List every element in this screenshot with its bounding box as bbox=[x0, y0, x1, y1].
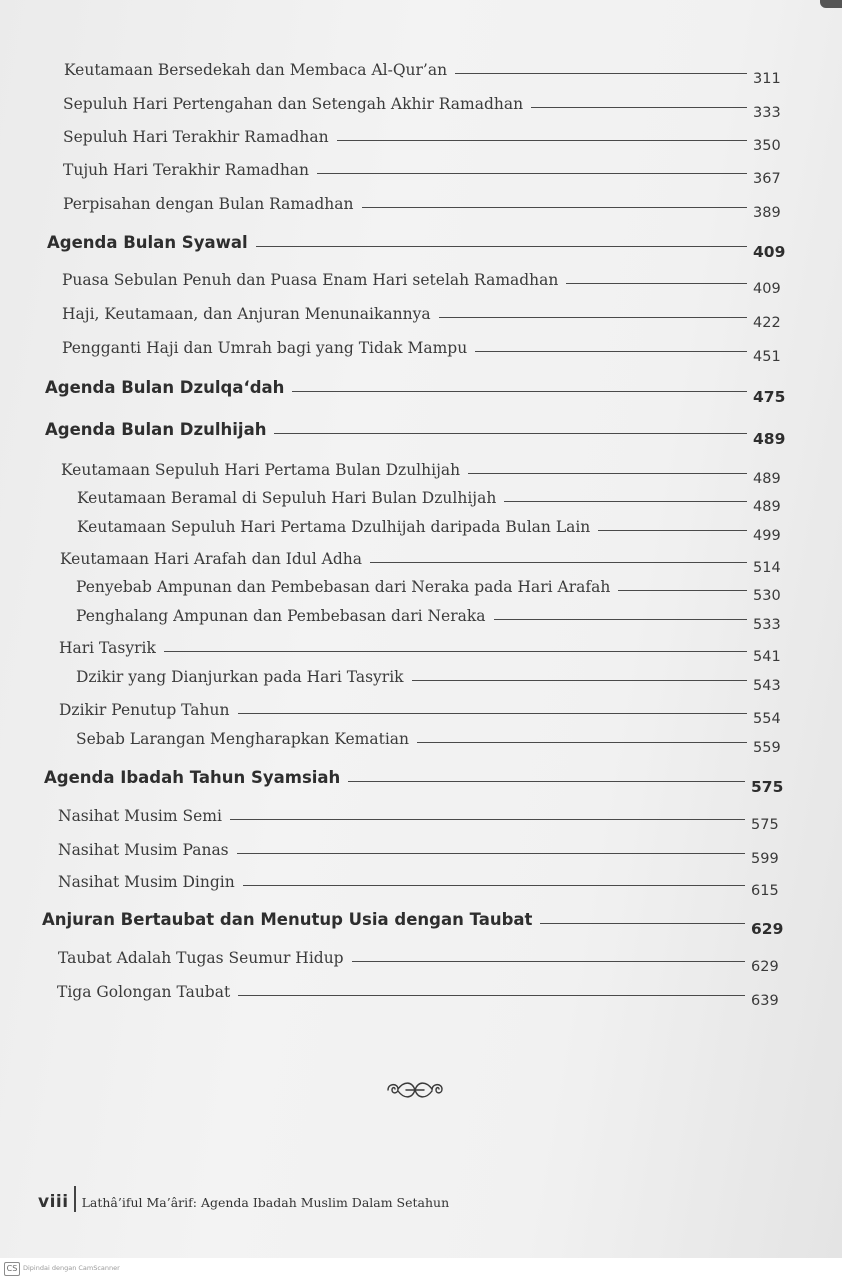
toc-entry-title: Agenda Bulan Syawal bbox=[47, 233, 248, 252]
toc-entry-title: Keutamaan Sepuluh Hari Pertama Bulan Dzulhijah bbox=[61, 461, 461, 479]
floral-flourish-icon bbox=[382, 1077, 448, 1103]
toc-page-number: 554 bbox=[753, 711, 781, 727]
toc-entry bbox=[62, 268, 787, 298]
toc-entry bbox=[58, 946, 785, 976]
toc-leader-line bbox=[337, 140, 747, 141]
toc-entry-title: Keutamaan Beramal di Sepuluh Hari Bulan Dzulhijah bbox=[77, 489, 497, 507]
toc-leader-line bbox=[468, 473, 747, 474]
toc-entry-title: Sebab Larangan Mengharapkan Kematian bbox=[76, 730, 410, 748]
toc-page-number: 489 bbox=[753, 471, 781, 487]
toc-entry-title: Anjuran Bertaubat dan Menutup Usia dengan Taubat bbox=[42, 910, 533, 929]
toc-page-number: 333 bbox=[753, 105, 781, 121]
toc-leader-line bbox=[475, 351, 747, 352]
toc-leader-line bbox=[370, 562, 747, 563]
toc-page-number: 629 bbox=[751, 959, 779, 975]
toc-entry bbox=[77, 486, 787, 516]
toc-entry bbox=[76, 727, 787, 757]
toc-entry bbox=[62, 336, 787, 366]
toc-leader-line bbox=[352, 961, 745, 962]
toc-entry-title: Keutamaan Hari Arafah dan Idul Adha bbox=[60, 550, 362, 568]
toc-entry-title: Tujuh Hari Terakhir Ramadhan bbox=[63, 161, 310, 179]
toc-section-heading bbox=[47, 231, 787, 261]
toc-leader-line bbox=[417, 742, 747, 743]
scanner-watermark bbox=[0, 1258, 842, 1280]
page-number-roman: viii bbox=[38, 1192, 69, 1212]
toc-page-number: 409 bbox=[753, 243, 786, 261]
toc-entry-title: Nasihat Musim Semi bbox=[58, 807, 222, 825]
toc-entry bbox=[60, 547, 787, 577]
toc-entry-title: Agenda Ibadah Tahun Syamsiah bbox=[44, 768, 341, 787]
toc-entry-title: Perpisahan dengan Bulan Ramadhan bbox=[63, 195, 354, 213]
toc-leader-line bbox=[256, 246, 747, 247]
toc-page-number: 475 bbox=[753, 388, 786, 406]
toc-page-number: 409 bbox=[753, 281, 781, 297]
toc-entry bbox=[61, 458, 787, 488]
toc-section-heading bbox=[45, 418, 787, 448]
toc-page-number: 543 bbox=[753, 678, 781, 694]
running-book-title: Lathâ’iful Ma’ârif: Agenda Ibadah Muslim Dalam Setahun bbox=[81, 1195, 450, 1210]
toc-entry-title: Agenda Bulan Dzulhijah bbox=[45, 420, 267, 439]
toc-entry bbox=[77, 515, 787, 545]
toc-entry bbox=[76, 575, 787, 605]
toc-entry-title: Taubat Adalah Tugas Seumur Hidup bbox=[58, 949, 344, 967]
toc-entry-title: Dzikir Penutup Tahun bbox=[59, 701, 230, 719]
toc-entry bbox=[59, 636, 787, 666]
toc-leader-line bbox=[566, 283, 747, 284]
toc-entry bbox=[63, 125, 787, 155]
toc-entry-title: Agenda Bulan Dzulqa‘dah bbox=[45, 378, 285, 397]
toc-page-number: 451 bbox=[753, 349, 781, 365]
toc-leader-line bbox=[494, 619, 747, 620]
toc-section-heading bbox=[45, 376, 787, 406]
toc-page-number: 639 bbox=[751, 993, 779, 1009]
toc-page-number: 575 bbox=[751, 817, 779, 833]
toc-leader-line bbox=[618, 590, 747, 591]
toc-entry bbox=[58, 870, 785, 900]
toc-page-number: 629 bbox=[751, 920, 784, 938]
toc-entry bbox=[62, 302, 787, 332]
toc-leader-line bbox=[292, 391, 747, 392]
toc-page-number: 559 bbox=[753, 740, 781, 756]
toc-entry-title: Puasa Sebulan Penuh dan Puasa Enam Hari setelah Ramadhan bbox=[62, 271, 559, 289]
toc-page-number: 533 bbox=[753, 617, 781, 633]
toc-leader-line bbox=[230, 819, 745, 820]
toc-leader-line bbox=[238, 995, 745, 996]
toc-page-number: 489 bbox=[753, 430, 786, 448]
toc-entry-title: Hari Tasyrik bbox=[59, 639, 156, 657]
toc-page-number: 541 bbox=[753, 649, 781, 665]
toc-leader-line bbox=[317, 173, 747, 174]
toc-leader-line bbox=[274, 433, 747, 434]
toc-page-number: 311 bbox=[753, 71, 781, 87]
toc-entry bbox=[63, 192, 787, 222]
toc-entry bbox=[58, 804, 785, 834]
toc-leader-line bbox=[598, 530, 747, 531]
toc-page-number: 599 bbox=[751, 851, 779, 867]
footer-divider bbox=[74, 1186, 76, 1212]
toc-leader-line bbox=[455, 73, 747, 74]
toc-entry-title: Dzikir yang Dianjurkan pada Hari Tasyrik bbox=[76, 668, 404, 686]
toc-entry bbox=[63, 158, 787, 188]
toc-leader-line bbox=[243, 885, 745, 886]
toc-entry-title: Nasihat Musim Panas bbox=[58, 841, 229, 859]
toc-leader-line bbox=[531, 107, 747, 108]
toc-entry-title: Nasihat Musim Dingin bbox=[58, 873, 235, 891]
toc-section-heading bbox=[42, 908, 785, 938]
toc-entry-title: Tiga Golongan Taubat bbox=[57, 983, 231, 1001]
toc-page-number: 499 bbox=[753, 528, 781, 544]
toc-entry-title: Keutamaan Sepuluh Hari Pertama Dzulhijah daripada Bulan Lain bbox=[77, 518, 591, 536]
toc-entry bbox=[59, 698, 787, 728]
toc-leader-line bbox=[540, 923, 745, 924]
toc-leader-line bbox=[439, 317, 747, 318]
toc-entry bbox=[57, 980, 785, 1010]
toc-leader-line bbox=[362, 207, 748, 208]
toc-leader-line bbox=[348, 781, 745, 782]
toc-entry-title: Sepuluh Hari Pertengahan dan Setengah Akhir Ramadhan bbox=[63, 95, 524, 113]
toc-entry bbox=[63, 92, 787, 122]
toc-entry-title: Keutamaan Bersedekah dan Membaca Al-Qur’an bbox=[64, 61, 448, 79]
toc-page-number: 389 bbox=[753, 205, 781, 221]
toc-leader-line bbox=[164, 651, 747, 652]
toc-leader-line bbox=[412, 680, 747, 681]
toc-entry-title: Pengganti Haji dan Umrah bagi yang Tidak Mampu bbox=[62, 339, 468, 357]
toc-entry-title: Haji, Keutamaan, dan Anjuran Menunaikannya bbox=[62, 305, 431, 323]
toc-entry-title: Sepuluh Hari Terakhir Ramadhan bbox=[63, 128, 329, 146]
toc-page-number: 615 bbox=[751, 883, 779, 899]
toc-leader-line bbox=[504, 501, 747, 502]
toc-page-number: 575 bbox=[751, 778, 784, 796]
toc-page-number: 530 bbox=[753, 588, 781, 604]
toc-page-number: 350 bbox=[753, 138, 781, 154]
toc-page-number: 514 bbox=[753, 560, 781, 576]
toc-entry bbox=[64, 58, 787, 88]
camscanner-text: Dipindai dengan CamScanner bbox=[23, 1264, 120, 1272]
toc-section-heading bbox=[44, 766, 785, 796]
camscanner-logo: CS bbox=[4, 1262, 20, 1276]
toc-entry bbox=[76, 665, 787, 695]
toc-entry-title: Penyebab Ampunan dan Pembebasan dari Neraka pada Hari Arafah bbox=[76, 578, 611, 596]
toc-entry bbox=[58, 838, 785, 868]
toc-page-number: 367 bbox=[753, 171, 781, 187]
toc-leader-line bbox=[237, 853, 745, 854]
page-footer bbox=[38, 1186, 449, 1212]
toc-leader-line bbox=[238, 713, 748, 714]
toc-entry bbox=[76, 604, 787, 634]
toc-page-number: 422 bbox=[753, 315, 781, 331]
toc-page-number: 489 bbox=[753, 499, 781, 515]
toc-entry-title: Penghalang Ampunan dan Pembebasan dari Neraka bbox=[76, 607, 486, 625]
